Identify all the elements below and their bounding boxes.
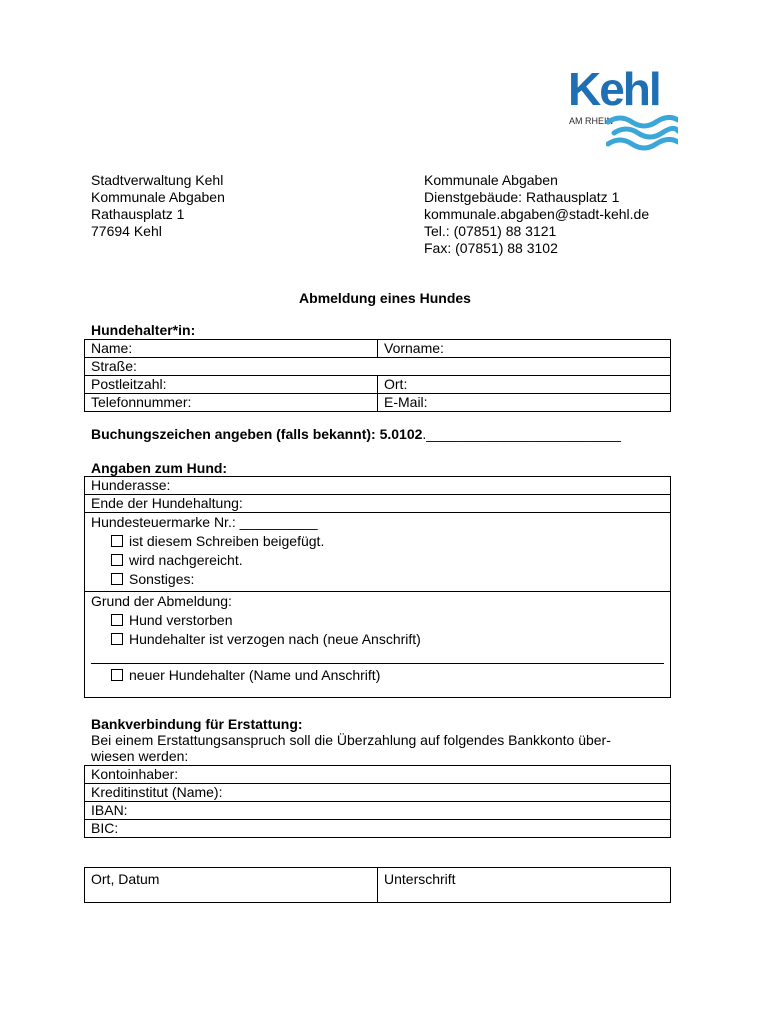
email-field[interactable]: E-Mail: [378, 394, 671, 412]
grund-section [85, 592, 670, 685]
option-label: Hundehalter ist verzogen nach (neue Anschrift) [129, 631, 421, 647]
rasse-field[interactable]: Hunderasse: [85, 477, 670, 495]
buchungszeichen-label: Buchungszeichen angeben (falls bekannt): 5.0102 [91, 426, 423, 442]
iban-field[interactable]: IBAN: [85, 802, 671, 820]
checkbox[interactable] [111, 633, 123, 645]
bank-heading: Bankverbindung für Erstattung: [91, 716, 303, 732]
logo-word: Kehl [568, 63, 660, 115]
vorname-field[interactable]: Vorname: [378, 340, 671, 358]
kontoinhaber-field[interactable]: Kontoinhaber: [85, 766, 671, 784]
contact-email[interactable]: kommunale.abgaben@stadt-kehl.de [424, 206, 650, 222]
checkbox[interactable] [111, 669, 123, 681]
ort-datum-field[interactable]: Ort, Datum [91, 871, 160, 887]
kreditinstitut-field[interactable]: Kreditinstitut (Name): [85, 784, 671, 802]
option-verzogen[interactable] [91, 630, 670, 649]
logo [566, 63, 686, 156]
checkbox[interactable] [111, 614, 123, 626]
checkbox[interactable] [111, 573, 123, 585]
sender-address [91, 172, 225, 240]
dog-heading: Angaben zum Hund: [91, 460, 228, 476]
ort-field[interactable]: Ort: [378, 376, 671, 394]
bank-text: wiesen werden: [91, 748, 189, 764]
address-line[interactable] [91, 657, 664, 664]
option-label: Sonstiges: [129, 571, 195, 587]
holder-table [84, 339, 671, 412]
option-label: wird nachgereicht. [129, 552, 243, 568]
option-verstorben[interactable] [91, 611, 670, 630]
signature-divider [377, 868, 378, 902]
waves-icon [606, 112, 678, 152]
contact-line: Dienstgebäude: Rathausplatz 1 [424, 189, 620, 205]
bank-text: Bei einem Erstattungsanspruch soll die Überzahlung auf folgendes Bankkonto über- [91, 732, 611, 748]
marke-field[interactable]: Hundesteuermarke Nr.: __________ [91, 514, 318, 530]
option-neuer-halter[interactable] [91, 666, 670, 685]
option-sonstiges[interactable] [91, 570, 670, 589]
name-field[interactable]: Name: [85, 340, 378, 358]
buchungszeichen-input[interactable]: ._________________________ [422, 426, 621, 442]
strasse-field[interactable]: Straße: [85, 358, 671, 376]
checkbox[interactable] [111, 554, 123, 566]
telefon-field[interactable]: Telefonnummer: [85, 394, 378, 412]
plz-field[interactable]: Postleitzahl: [85, 376, 378, 394]
contact-phone: Tel.: (07851) 88 3121 [424, 223, 557, 239]
bank-table [84, 765, 671, 838]
unterschrift-field[interactable]: Unterschrift [384, 871, 456, 887]
sender-line: Kommunale Abgaben [91, 189, 225, 205]
option-label: Hund verstorben [129, 612, 233, 628]
page-title: Abmeldung eines Hundes [299, 290, 471, 306]
contact-line: Kommunale Abgaben [424, 172, 558, 188]
sender-line: Rathausplatz 1 [91, 206, 185, 222]
option-nachgereicht[interactable] [91, 551, 670, 570]
contact-block [424, 172, 649, 257]
option-label: ist diesem Schreiben beigefügt. [129, 533, 325, 549]
holder-heading: Hundehalter*in: [91, 322, 196, 338]
marke-section [85, 513, 670, 592]
grund-label: Grund der Abmeldung: [91, 593, 232, 609]
dog-table [84, 476, 671, 698]
sender-line: Stadtverwaltung Kehl [91, 172, 224, 188]
logo-subtitle: AM RHEIN [569, 116, 614, 126]
contact-fax: Fax: (07851) 88 3102 [424, 240, 558, 256]
option-beigefuegt[interactable] [91, 532, 670, 551]
buchungszeichen[interactable] [91, 426, 621, 443]
signature-table [84, 867, 671, 903]
option-label: neuer Hundehalter (Name und Anschrift) [129, 667, 381, 683]
bic-field[interactable]: BIC: [85, 820, 671, 838]
ende-field[interactable]: Ende der Hundehaltung: [85, 495, 670, 513]
sender-line: 77694 Kehl [91, 223, 162, 239]
checkbox[interactable] [111, 535, 123, 547]
